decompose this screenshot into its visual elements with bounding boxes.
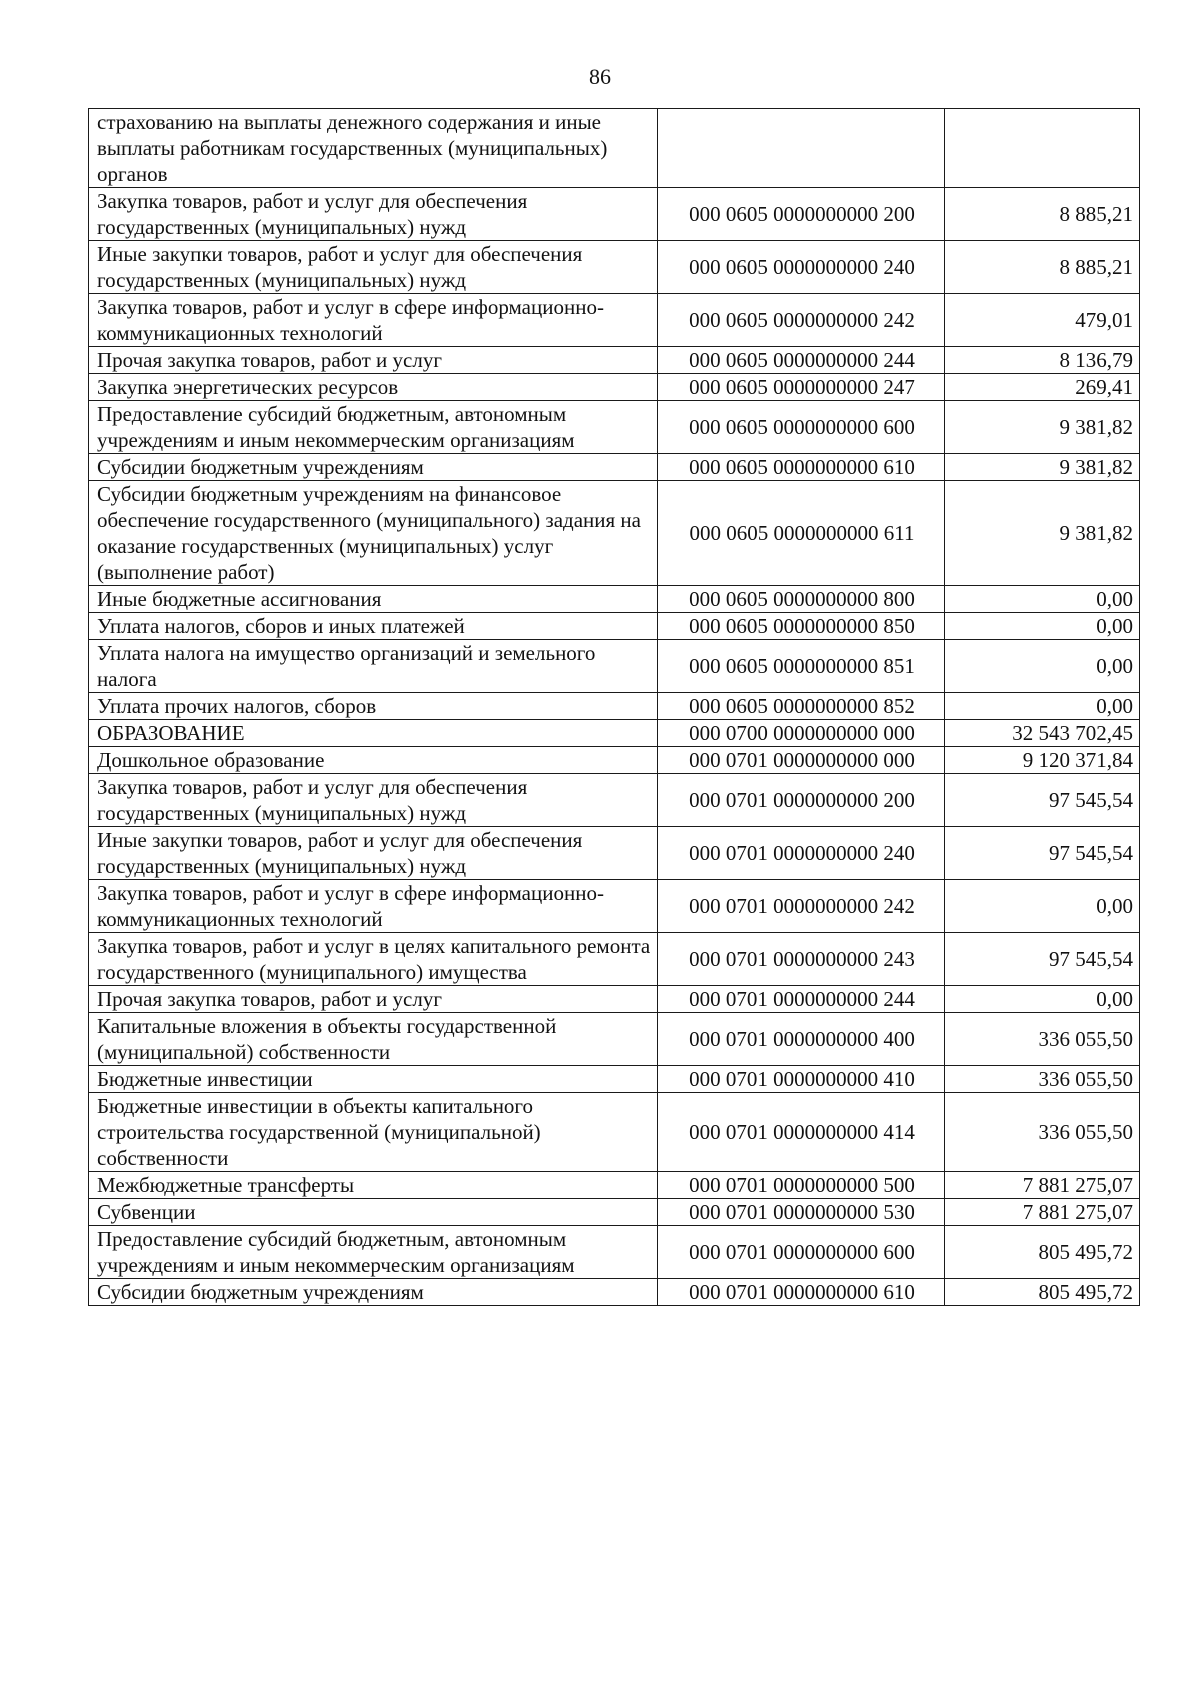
row-name-cell: Прочая закупка товаров, работ и услуг xyxy=(89,986,658,1013)
row-code-cell: 000 0701 0000000000 414 xyxy=(658,1093,945,1172)
table-row xyxy=(89,188,1140,241)
row-amount-cell: 97 545,54 xyxy=(945,933,1140,986)
table-row xyxy=(89,1279,1140,1306)
row-code-cell: 000 0701 0000000000 240 xyxy=(658,827,945,880)
row-amount-cell: 0,00 xyxy=(945,640,1140,693)
row-code-cell xyxy=(658,109,945,188)
row-code-cell: 000 0605 0000000000 600 xyxy=(658,401,945,454)
row-amount-cell: 479,01 xyxy=(945,294,1140,347)
row-code-cell: 000 0701 0000000000 410 xyxy=(658,1066,945,1093)
table-row xyxy=(89,347,1140,374)
row-name-cell: ОБРАЗОВАНИЕ xyxy=(89,720,658,747)
row-code-cell: 000 0605 0000000000 800 xyxy=(658,586,945,613)
table-row xyxy=(89,294,1140,347)
row-amount-cell: 0,00 xyxy=(945,986,1140,1013)
table-row xyxy=(89,747,1140,774)
row-code-cell: 000 0701 0000000000 244 xyxy=(658,986,945,1013)
table-row xyxy=(89,880,1140,933)
table-row xyxy=(89,827,1140,880)
row-name-cell: Закупка энергетических ресурсов xyxy=(89,374,658,401)
row-amount-cell: 0,00 xyxy=(945,880,1140,933)
row-name-cell: Субвенции xyxy=(89,1199,658,1226)
table-row xyxy=(89,109,1140,188)
row-amount-cell: 8 885,21 xyxy=(945,188,1140,241)
table-row xyxy=(89,586,1140,613)
row-amount-cell: 0,00 xyxy=(945,586,1140,613)
row-code-cell: 000 0701 0000000000 500 xyxy=(658,1172,945,1199)
row-amount-cell: 32 543 702,45 xyxy=(945,720,1140,747)
row-name-cell: Закупка товаров, работ и услуг в сфере информационно-коммуникационных технологий xyxy=(89,880,658,933)
row-code-cell: 000 0701 0000000000 610 xyxy=(658,1279,945,1306)
row-name-cell: Уплата прочих налогов, сборов xyxy=(89,693,658,720)
row-amount-cell: 7 881 275,07 xyxy=(945,1172,1140,1199)
row-amount-cell: 336 055,50 xyxy=(945,1013,1140,1066)
row-code-cell: 000 0701 0000000000 600 xyxy=(658,1226,945,1279)
budget-table xyxy=(88,108,1140,1306)
table-row xyxy=(89,640,1140,693)
row-amount-cell: 9 381,82 xyxy=(945,454,1140,481)
row-name-cell: Уплата налога на имущество организаций и земельного налога xyxy=(89,640,658,693)
row-code-cell: 000 0701 0000000000 243 xyxy=(658,933,945,986)
row-name-cell: Капитальные вложения в объекты государственной (муниципальной) собственности xyxy=(89,1013,658,1066)
row-name-cell: Предоставление субсидий бюджетным, автономным учреждениям и иным некоммерческим организациям xyxy=(89,401,658,454)
row-amount-cell: 336 055,50 xyxy=(945,1093,1140,1172)
row-amount-cell: 0,00 xyxy=(945,613,1140,640)
table-row xyxy=(89,1226,1140,1279)
row-name-cell: Предоставление субсидий бюджетным, автономным учреждениям и иным некоммерческим организациям xyxy=(89,1226,658,1279)
table-row xyxy=(89,1013,1140,1066)
table-row xyxy=(89,693,1140,720)
row-code-cell: 000 0701 0000000000 530 xyxy=(658,1199,945,1226)
row-code-cell: 000 0605 0000000000 851 xyxy=(658,640,945,693)
row-name-cell: Иные закупки товаров, работ и услуг для обеспечения государственных (муниципальных) нужд xyxy=(89,827,658,880)
row-amount-cell: 0,00 xyxy=(945,693,1140,720)
row-code-cell: 000 0701 0000000000 200 xyxy=(658,774,945,827)
row-amount-cell: 9 120 371,84 xyxy=(945,747,1140,774)
row-amount-cell: 805 495,72 xyxy=(945,1279,1140,1306)
table-row xyxy=(89,986,1140,1013)
table-row xyxy=(89,481,1140,586)
table-row xyxy=(89,1093,1140,1172)
table-row xyxy=(89,933,1140,986)
table-row xyxy=(89,241,1140,294)
row-code-cell: 000 0605 0000000000 244 xyxy=(658,347,945,374)
table-row xyxy=(89,1172,1140,1199)
row-code-cell: 000 0700 0000000000 000 xyxy=(658,720,945,747)
row-amount-cell: 269,41 xyxy=(945,374,1140,401)
table-row xyxy=(89,774,1140,827)
row-amount-cell: 336 055,50 xyxy=(945,1066,1140,1093)
page-number: 86 xyxy=(589,64,611,89)
row-code-cell: 000 0605 0000000000 240 xyxy=(658,241,945,294)
row-code-cell: 000 0605 0000000000 242 xyxy=(658,294,945,347)
row-name-cell: Бюджетные инвестиции в объекты капитального строительства государственной (муниципальной) собственности xyxy=(89,1093,658,1172)
row-code-cell: 000 0605 0000000000 200 xyxy=(658,188,945,241)
row-name-cell: Закупка товаров, работ и услуг в сфере информационно-коммуникационных технологий xyxy=(89,294,658,347)
row-amount-cell xyxy=(945,109,1140,188)
row-code-cell: 000 0701 0000000000 000 xyxy=(658,747,945,774)
table-row xyxy=(89,454,1140,481)
row-name-cell: Субсидии бюджетным учреждениям xyxy=(89,1279,658,1306)
table-row xyxy=(89,720,1140,747)
row-code-cell: 000 0701 0000000000 242 xyxy=(658,880,945,933)
row-name-cell: Субсидии бюджетным учреждениям на финансовое обеспечение государственного (муниципального) задания на оказание государственных (муниципальных) услуг (выполнение работ) xyxy=(89,481,658,586)
row-amount-cell: 8 885,21 xyxy=(945,241,1140,294)
row-code-cell: 000 0605 0000000000 850 xyxy=(658,613,945,640)
row-code-cell: 000 0605 0000000000 610 xyxy=(658,454,945,481)
row-name-cell: Закупка товаров, работ и услуг для обеспечения государственных (муниципальных) нужд xyxy=(89,188,658,241)
table-row xyxy=(89,1066,1140,1093)
row-code-cell: 000 0605 0000000000 611 xyxy=(658,481,945,586)
budget-table-body xyxy=(89,109,1140,1306)
table-row xyxy=(89,374,1140,401)
row-name-cell: Прочая закупка товаров, работ и услуг xyxy=(89,347,658,374)
row-name-cell: Субсидии бюджетным учреждениям xyxy=(89,454,658,481)
row-amount-cell: 7 881 275,07 xyxy=(945,1199,1140,1226)
row-code-cell: 000 0605 0000000000 247 xyxy=(658,374,945,401)
row-code-cell: 000 0701 0000000000 400 xyxy=(658,1013,945,1066)
row-amount-cell: 9 381,82 xyxy=(945,401,1140,454)
row-name-cell: Дошкольное образование xyxy=(89,747,658,774)
row-name-cell: Закупка товаров, работ и услуг в целях капитального ремонта государственного (муниципального) имущества xyxy=(89,933,658,986)
row-amount-cell: 9 381,82 xyxy=(945,481,1140,586)
row-name-cell: Уплата налогов, сборов и иных платежей xyxy=(89,613,658,640)
row-name-cell: Бюджетные инвестиции xyxy=(89,1066,658,1093)
row-amount-cell: 97 545,54 xyxy=(945,827,1140,880)
row-amount-cell: 8 136,79 xyxy=(945,347,1140,374)
table-row xyxy=(89,1199,1140,1226)
row-name-cell: Иные бюджетные ассигнования xyxy=(89,586,658,613)
row-code-cell: 000 0605 0000000000 852 xyxy=(658,693,945,720)
row-name-cell: Межбюджетные трансферты xyxy=(89,1172,658,1199)
row-amount-cell: 805 495,72 xyxy=(945,1226,1140,1279)
row-name-cell: страхованию на выплаты денежного содержания и иные выплаты работникам государственных (муниципальных) органов xyxy=(89,109,658,188)
row-name-cell: Иные закупки товаров, работ и услуг для обеспечения государственных (муниципальных) нужд xyxy=(89,241,658,294)
table-row xyxy=(89,401,1140,454)
row-amount-cell: 97 545,54 xyxy=(945,774,1140,827)
table-row xyxy=(89,613,1140,640)
row-name-cell: Закупка товаров, работ и услуг для обеспечения государственных (муниципальных) нужд xyxy=(89,774,658,827)
